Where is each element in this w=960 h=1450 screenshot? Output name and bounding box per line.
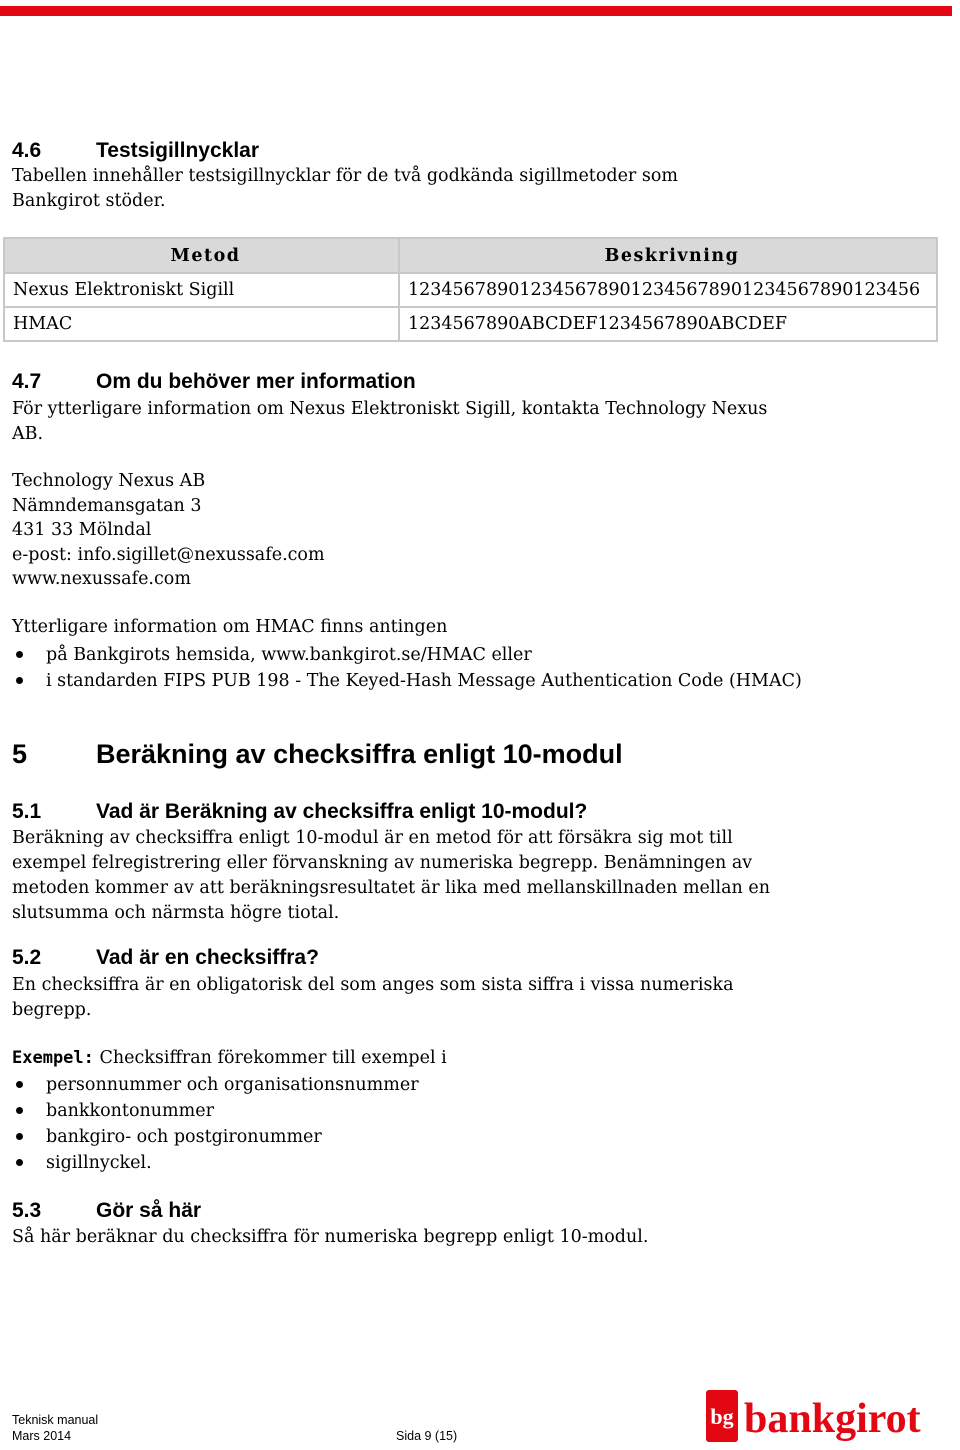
heading-5-2: 5.2 Vad är en checksiffra? <box>12 946 319 969</box>
address-line: Technology Nexus AB <box>12 471 206 491</box>
column-header: Metod <box>4 238 399 273</box>
bullet-icon <box>16 1081 23 1088</box>
address-line: Nämndemansgatan 3 <box>12 495 202 516</box>
example-text: Checksiffran förekommer till exempel i <box>93 1048 447 1068</box>
bankgirot-logo <box>706 1388 952 1444</box>
address-line: 431 33 Mölndal <box>12 520 152 540</box>
contact-address <box>12 469 812 592</box>
footer-page: Sida 9 (15) <box>396 1429 458 1443</box>
top-accent-bar <box>0 6 952 16</box>
table-cell: Nexus Elektroniskt Sigill <box>4 273 399 307</box>
checksum-list <box>12 1072 712 1176</box>
list-item: i standarden FIPS PUB 198 - The Keyed-Hash Message Authentication Code (HMAC) <box>12 668 912 694</box>
paragraph-5-3: Så här beräknar du checksiffra för numeriska begrepp enligt 10-modul. <box>12 1227 649 1247</box>
paragraph-5-2: En checksiffra är en obligatorisk del som anges som sista siffra i vissa numeriska begrepp. <box>12 975 734 1020</box>
list-item: personnummer och organisationsnummer <box>12 1072 712 1098</box>
bullet-icon <box>16 1133 23 1140</box>
contact-email[interactable]: e-post: info.sigillet@nexussafe.com <box>12 544 325 565</box>
table-row <box>4 273 937 307</box>
heading-4-6: 4.6 Testsigillnycklar <box>12 139 260 162</box>
paragraph-4-6: Tabellen innehåller testsigillnycklar för de två godkända sigillmetoder som Bankgirot stöder. <box>12 166 678 211</box>
bullet-icon <box>16 1107 23 1114</box>
table-header-row <box>4 238 937 273</box>
key-table <box>3 237 938 342</box>
list-item: bankkontonummer <box>12 1098 712 1124</box>
contact-website[interactable]: www.nexussafe.com <box>12 569 191 589</box>
table-row <box>4 307 937 341</box>
example-label: Exempel: <box>12 1048 94 1068</box>
hmac-intro: Ytterligare information om HMAC finns antingen <box>12 617 448 637</box>
bullet-icon <box>16 1159 23 1166</box>
heading-5-1: 5.1 Vad är Beräkning av checksiffra enligt 10-modul? <box>12 800 588 823</box>
hmac-list <box>12 642 912 694</box>
logo-mark-text: bg <box>710 1404 734 1429</box>
column-header: Beskrivning <box>399 238 937 273</box>
footer-doc-title: Teknisk manual <box>12 1413 99 1427</box>
paragraph-5-1: Beräkning av checksiffra enligt 10-modul är en metod för att försäkra sig mot till exempel felregistrering eller förvanskning av numeriska begrepp. Benämningen av metoden kommer av att beräkningsresultatet är lika med mellanskillnaden mellan en slutsumma och närmsta högre tiotal. <box>12 828 771 923</box>
bullet-icon <box>16 651 23 658</box>
list-item: på Bankgirots hemsida, www.bankgirot.se/HMAC eller <box>12 642 912 668</box>
heading-4-7: 4.7 Om du behöver mer information <box>12 370 416 393</box>
list-item: sigillnyckel. <box>12 1150 712 1176</box>
paragraph-4-7: För ytterligare information om Nexus Elektroniskt Sigill, kontakta Technology Nexus AB. <box>12 399 768 444</box>
heading-5-3: 5.3 Gör så här <box>12 1199 202 1222</box>
logo-wordmark: bankgirot <box>744 1396 921 1442</box>
bullet-icon <box>16 677 23 684</box>
heading-5: 5 Beräkning av checksiffra enligt 10-modul <box>12 739 623 769</box>
table-cell: HMAC <box>4 307 399 341</box>
table-cell: 1234567890ABCDEF1234567890ABCDEF <box>399 307 937 341</box>
table-cell: 1234567890123456789012345678901234567890123456 <box>399 273 937 307</box>
footer-date: Mars 2014 <box>12 1429 72 1443</box>
example-line <box>12 1046 812 1071</box>
list-item: bankgiro- och postgironummer <box>12 1124 712 1150</box>
